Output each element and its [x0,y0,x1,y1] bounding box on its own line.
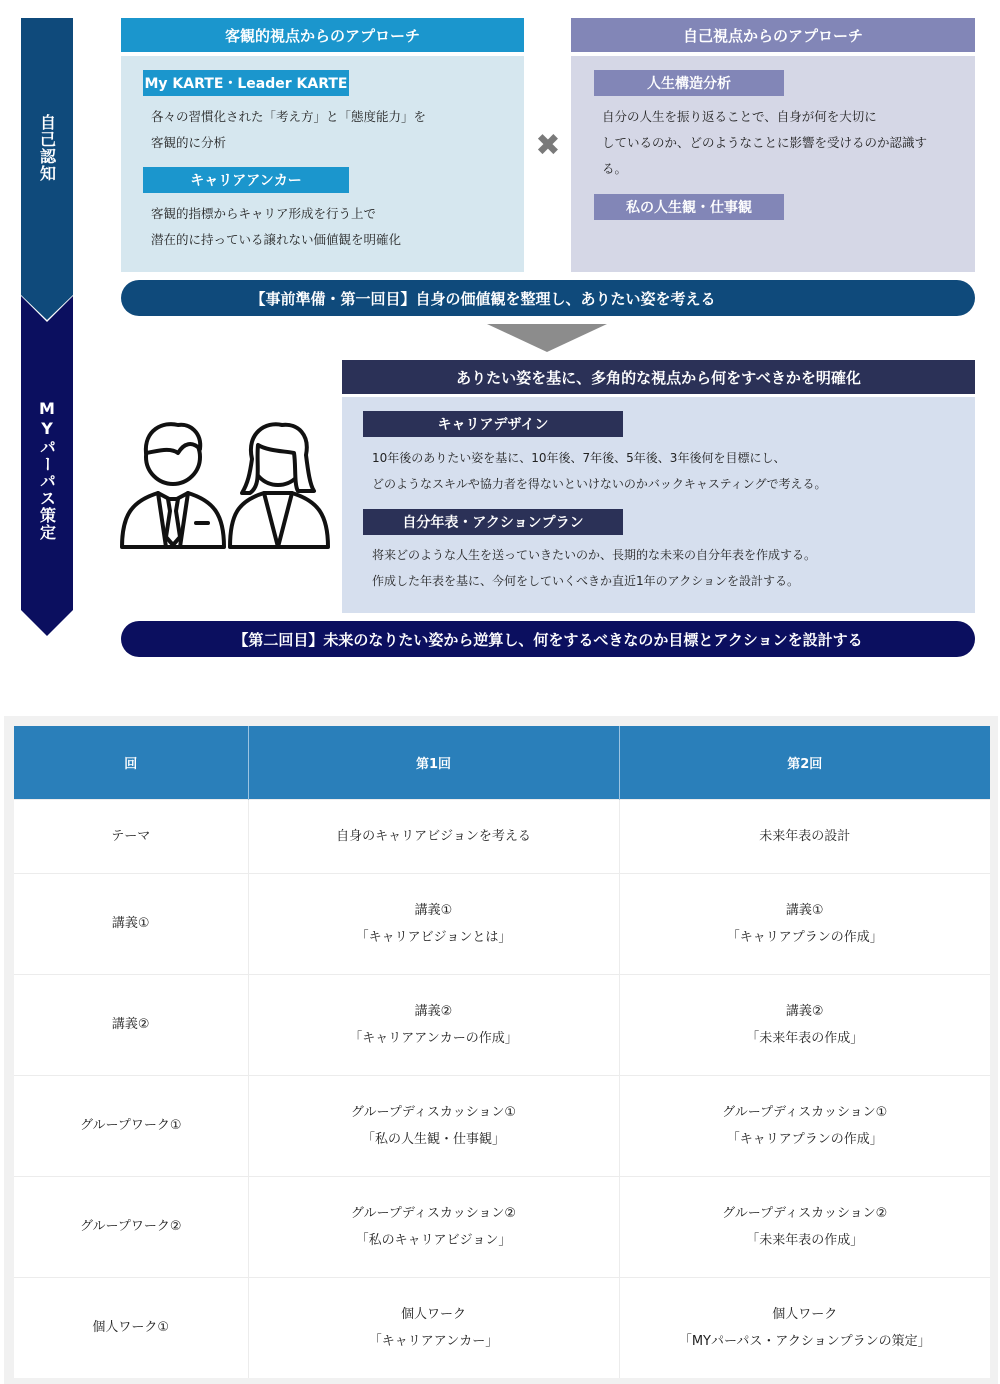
tag-career-anchor: キャリアアンカー [143,167,349,193]
cell-text: 「キャリアアンカーの作成」 [349,1030,518,1046]
cell-text: 講義① [414,902,453,918]
tag-my-karte: My KARTE・Leader KARTE [143,70,349,96]
description-line: どのようなスキルや協力者を得ないといけないのかバックキャスティングで考える。 [372,477,827,491]
row-label: テーマ [14,799,248,873]
description-line: しているのか、どのようなことに影響を受けるのか認識す [602,135,928,150]
cell-text: 「キャリアプランの作成」 [726,1131,883,1147]
cross-icon: ✖ [535,128,561,163]
description-line: 客観的に分析 [151,135,227,150]
header-second: 第2回 [619,726,990,799]
cell-second [619,974,990,1075]
cell-second [619,1075,990,1176]
description-line: る。 [602,161,628,176]
cell-second [619,799,990,873]
description-line: 客観的指標からキャリア形成を行う上で [151,206,377,221]
tag-life-structure-analysis: 人生構造分析 [594,70,784,96]
objective-approach-title: 客観的視点からのアプローチ [121,18,524,52]
cell-first [248,1075,619,1176]
description-line: 10年後のありたい姿を基に、10年後、7年後、5年後、3年後何を目標にし、 [372,451,786,465]
cell-text: 「私のキャリアビジョン」 [355,1232,512,1248]
life-structure-description [602,104,927,182]
cell-text: 個人ワーク [772,1306,838,1322]
cell-text: 講義① [785,902,824,918]
description-line: 自分の人生を振り返ることで、自身が何を大切に [602,109,877,124]
cell-text: 「MYパーパス・アクションプランの策定」 [678,1333,931,1349]
my-karte-description [151,104,426,156]
step2-banner: 【第二回目】未来のなりたい姿から逆算し、何をするべきなのか目標とアクションを設計する [121,621,975,657]
phase-label-my-purpose: MYパーパス策定 [37,399,57,541]
table-row [14,1277,990,1378]
description-line: 将来どのような人生を送っていきたいのか、長期的な未来の自分年表を作成する。 [372,548,817,562]
row-label: グループワーク② [14,1176,248,1277]
cell-text: 講義② [414,1003,453,1019]
cell-second [619,873,990,974]
down-arrow-icon [487,324,607,352]
description-line: 各々の習慣化された「考え方」と「態度能力」を [151,109,427,124]
cell-text: 自身のキャリアビジョンを考える [336,828,531,844]
step1-banner: 【事前準備・第一回目】自身の価値観を整理し、ありたい姿を考える [121,280,975,316]
action-plan-description [372,542,816,594]
row-label: グループワーク① [14,1075,248,1176]
tag-action-plan: 自分年表・アクションプラン [363,509,623,535]
schedule-table-container [4,716,998,1384]
table-row [14,1075,990,1176]
cell-text: 「キャリアビジョンとは」 [355,929,512,945]
row-label: 個人ワーク① [14,1277,248,1378]
cell-text: 未来年表の設計 [759,828,851,844]
cell-text: 「キャリアプランの作成」 [726,929,883,945]
table-row [14,1176,990,1277]
schedule-table [14,726,990,1378]
cell-text: グループディスカッション② [350,1205,517,1221]
tag-career-design: キャリアデザイン [363,411,623,437]
phase-label-self-recognition: 自己認知 [37,114,57,182]
cell-first [248,1277,619,1378]
cell-text: 「未来年表の作成」 [746,1232,864,1248]
row-label: 講義② [14,974,248,1075]
table-row [14,974,990,1075]
self-approach-title: 自己視点からのアプローチ [571,18,975,52]
cell-text: 「未来年表の作成」 [746,1030,864,1046]
cell-text: グループディスカッション② [722,1205,888,1221]
row-label: 講義① [14,873,248,974]
table-row [14,799,990,873]
cell-text: グループディスカッション① [722,1104,888,1120]
tag-life-work-view: 私の人生観・仕事観 [594,194,784,220]
description-line: 作成した年表を基に、今何をしていくべきか直近1年のアクションを設計する。 [372,574,800,588]
table-row [14,873,990,974]
header-first: 第1回 [248,726,619,799]
table-header-row [14,726,990,799]
cell-text: グループディスカッション① [350,1104,517,1120]
description-line: 潜在的に持っている譲れない価値観を明確化 [151,232,402,247]
cell-text: 講義② [785,1003,824,1019]
cell-first [248,1176,619,1277]
cell-first [248,873,619,974]
cell-first [248,799,619,873]
people-icon [118,415,333,555]
cell-text: 「私の人生観・仕事観」 [361,1131,505,1147]
plan-title: ありたい姿を基に、多角的な視点から何をすべきかを明確化 [342,360,975,394]
header-session: 回 [14,726,248,799]
cell-second [619,1277,990,1378]
cell-text: 「キャリアアンカー」 [368,1333,499,1349]
career-design-description [372,445,826,497]
cell-text: 個人ワーク [400,1306,466,1322]
cell-first [248,974,619,1075]
career-anchor-description [151,201,401,253]
cell-second [619,1176,990,1277]
